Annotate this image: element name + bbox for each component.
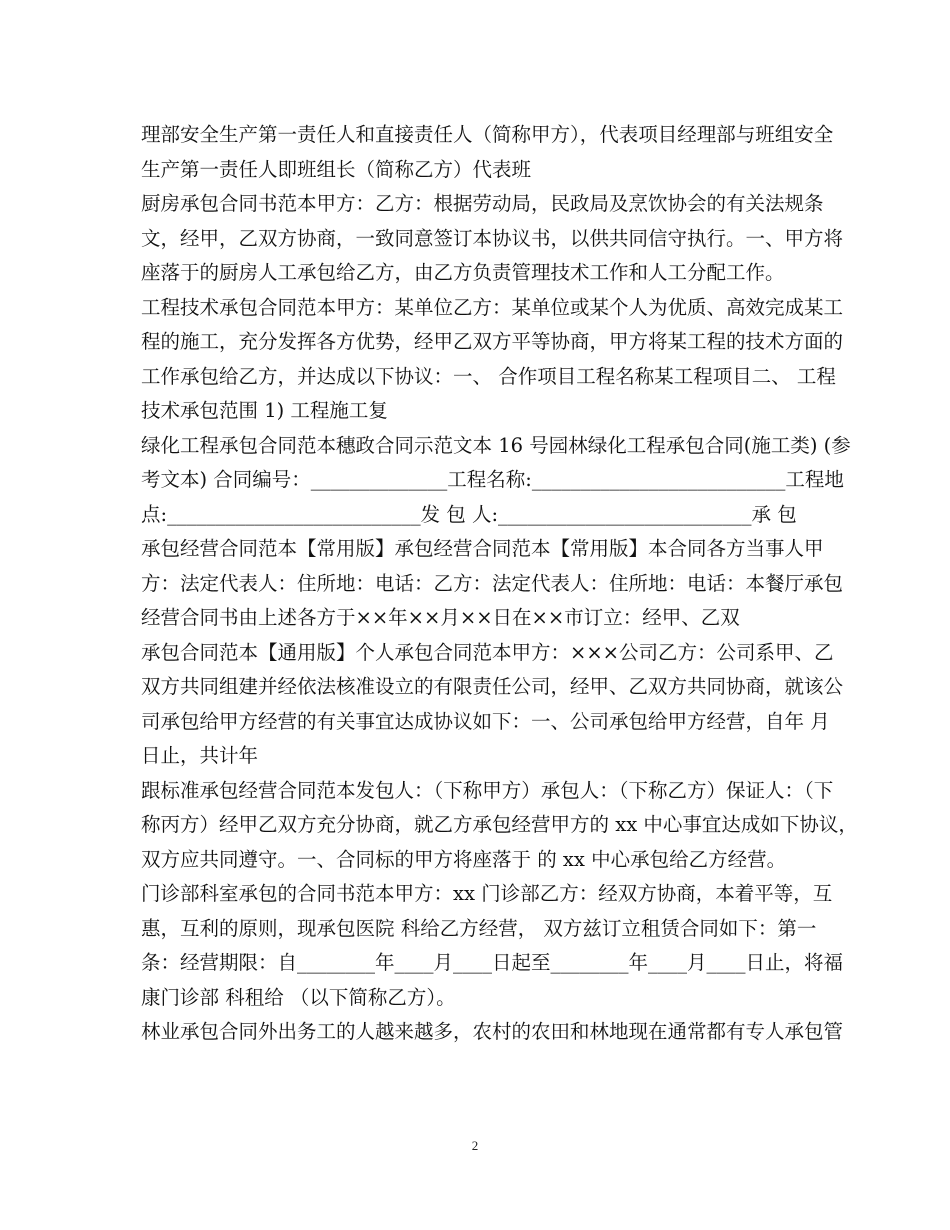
text-line: 厨房承包合同书范本甲方：乙方：根据劳动局，民政局及烹饮协会的有关法规条 bbox=[141, 192, 824, 215]
text-line: 生产第一责任人即班组长（简称乙方）代表班 bbox=[141, 157, 532, 181]
text-line: 康门诊部 科租给 （以下简称乙方）。 bbox=[141, 985, 456, 1009]
text-line: 工程技术承包合同范本甲方：某单位乙方：某单位或某个人为优质、高效完成某工 bbox=[141, 295, 844, 319]
text-line: 惠，互利的原则，现承包医院 科给乙方经营， 双方兹订立租赁合同如下：第一 bbox=[141, 916, 817, 940]
text-line: 座落于的厨房人工承包给乙方，由乙方负责管理技术工作和人工分配工作。 bbox=[141, 261, 785, 284]
text-line: 理部安全生产第一责任人和直接责任人（简称甲方），代表项目经理部与班组安全 bbox=[141, 123, 834, 146]
text-line: 双方共同组建并经依法核准设立的有限责任公司，经甲、乙双方共同协商，就该公 bbox=[141, 675, 844, 698]
text-line: 方：法定代表人：住所地：电话：乙方：法定代表人：住所地：电话：本餐厅承包 bbox=[141, 571, 844, 595]
text-line: 考文本) 合同编号：______________工程名称:__________________________工程地 bbox=[141, 468, 844, 491]
text-line: 双方应共同遵守。一、合同标的甲方将座落于 的 xx 中心承包给乙方经营。 bbox=[141, 847, 787, 871]
page-number: 2 bbox=[471, 1138, 479, 1153]
text-line: 承包合同范本【通用版】个人承包合同范本甲方：×××公司乙方：公司系甲、乙 bbox=[141, 640, 834, 664]
text-line: 文，经甲，乙双方协商，一致同意签订本协议书，以供共同信守执行。一、甲方将 bbox=[141, 226, 844, 250]
text-line: 日止，共计年 bbox=[141, 744, 259, 767]
text-line: 经营合同书由上述各方于××年××月××日在××市订立：经甲、乙双 bbox=[141, 606, 740, 629]
text-line: 条：经营期限：自________年____月____日起至________年____月____日止，将福 bbox=[141, 951, 844, 974]
text-line: 门诊部科室承包的合同书范本甲方：xx 门诊部乙方：经双方协商，本着平等，互 bbox=[141, 882, 833, 905]
text-line: 司承包给甲方经营的有关事宜达成协议如下：一、公司承包给甲方经营，自年 月 bbox=[141, 709, 830, 733]
text-line: 绿化工程承包合同范本穗政合同示范文本 16 号园林绿化工程承包合同(施工类) (参 bbox=[141, 433, 851, 457]
text-line: 工作承包给乙方，并达成以下协议：一、 合作项目工程名称某工程项目二、 工程 bbox=[141, 364, 836, 388]
document-body bbox=[141, 118, 858, 1050]
text-line: 点:__________________________发 包 人:__________________________承 包 bbox=[141, 502, 797, 526]
text-line: 跟标准承包经营合同范本发包人：（下称甲方）承包人：（下称乙方）保证人：（下 bbox=[141, 778, 834, 802]
text-line: 承包经营合同范本【常用版】承包经营合同范本【常用版】本合同各方当事人甲 bbox=[141, 537, 824, 560]
text-line: 技术承包范围 1) 工程施工复 bbox=[141, 399, 388, 422]
text-line: 程的施工，充分发挥各方优势，经甲乙双方平等协商，甲方将某工程的技术方面的 bbox=[141, 330, 844, 353]
text-line: 林业承包合同外出务工的人越来越多，农村的农田和林地现在通常都有专人承包管 bbox=[141, 1020, 844, 1043]
text-line: 称丙方）经甲乙双方充分协商，就乙方承包经营甲方的 xx 中心事宜达成如下协议， bbox=[141, 813, 858, 836]
